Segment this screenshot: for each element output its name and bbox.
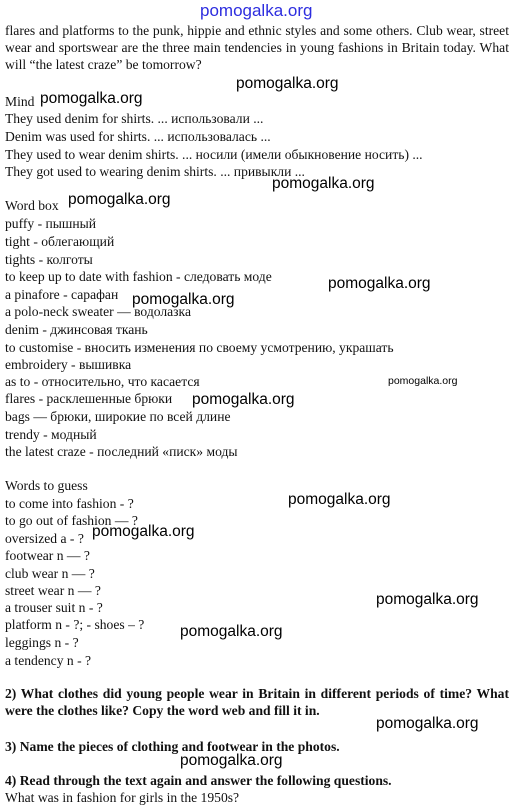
mind-line: They got used to wearing denim shirts. ... привыкли ... [5, 164, 305, 179]
mind-line: Denim was used for shirts. ... использовалась ... [5, 129, 271, 144]
guess-item: a trouser suit n - ? [5, 600, 103, 615]
watermark: pomogalka.org [376, 591, 479, 608]
guess-item: oversized a - ? [5, 531, 84, 546]
watermark: pomogalka.org [236, 75, 339, 92]
word-box-item: as to - относительно, что касается [5, 374, 200, 389]
watermark: pomogalka.org [328, 275, 431, 292]
word-box-item: denim - джинсовая ткань [5, 322, 148, 337]
words-to-guess-heading: Words to guess [5, 478, 88, 493]
watermark: pomogalka.org [40, 90, 143, 107]
guess-item: to come into fashion - ? [5, 496, 134, 511]
word-box-item: bags — брюки, широкие по всей длине [5, 409, 231, 424]
word-box-item: to keep up to date with fashion - следовать моде [5, 269, 272, 284]
watermark: pomogalka.org [132, 291, 235, 308]
word-box-item: a polo-neck sweater — водолазка [5, 304, 191, 319]
mind-line: They used to wear denim shirts. ... носили (имели обыкновение носить) ... [5, 147, 423, 162]
word-box-item: to customise - вносить изменения по своему усмотрению, украшать [5, 340, 394, 355]
question-3: 3) Name the pieces of clothing and footwear in the photos. [5, 739, 340, 754]
question-4: 4) Read through the text again and answer the following questions. [5, 773, 392, 788]
watermark: pomogalka.org [192, 391, 295, 408]
watermark: pomogalka.org [180, 623, 283, 640]
word-box-item: a pinafore - сарафан [5, 287, 119, 302]
word-box-item: the latest craze - последний «писк» моды [5, 444, 238, 459]
watermark-top: pomogalka.org [200, 1, 313, 20]
mind-line: They used denim for shirts. ... использовали ... [5, 111, 264, 126]
guess-item: leggings n - ? [5, 635, 79, 650]
guess-item: footwear n — ? [5, 548, 90, 563]
intro-paragraph: flares and platforms to the punk, hippie and ethnic styles and some others. Club wear, street wear and sportswear are the three main tendencies in young fashions in Britain today. What will “the latest craze” be tomorrow? [5, 23, 509, 72]
watermark: pomogalka.org [272, 175, 375, 192]
watermark: pomogalka.org [388, 375, 458, 387]
guess-item: platform n - ?; - shoes – ? [5, 617, 145, 632]
word-box-item: puffy - пышный [5, 216, 97, 231]
word-box-item: flares - расклешенные брюки [5, 391, 173, 406]
watermark: pomogalka.org [92, 523, 195, 540]
guess-item: street wear n — ? [5, 583, 101, 598]
guess-item: club wear n — ? [5, 566, 95, 581]
word-box-item: tight - облегающий [5, 234, 115, 249]
question-4-first: What was in fashion for girls in the 1950s? [5, 790, 240, 805]
watermark: pomogalka.org [288, 491, 391, 508]
watermark: pomogalka.org [68, 191, 171, 208]
guess-item: a tendency n - ? [5, 653, 92, 668]
word-box-heading: Word box [5, 198, 59, 213]
word-box-item: tights - колготы [5, 252, 93, 267]
watermark: pomogalka.org [376, 715, 479, 732]
word-box-item: embroidery - вышивка [5, 357, 132, 372]
guess-item: to go out of fashion — ? [5, 513, 138, 528]
word-box-item: trendy - модный [5, 427, 97, 442]
question-2: 2) What clothes did young people wear in Britain in different periods of time? What were the clothes like? Copy the word web and fill it in. [5, 686, 509, 718]
mind-heading: Mind [5, 94, 35, 109]
watermark: pomogalka.org [180, 752, 283, 769]
